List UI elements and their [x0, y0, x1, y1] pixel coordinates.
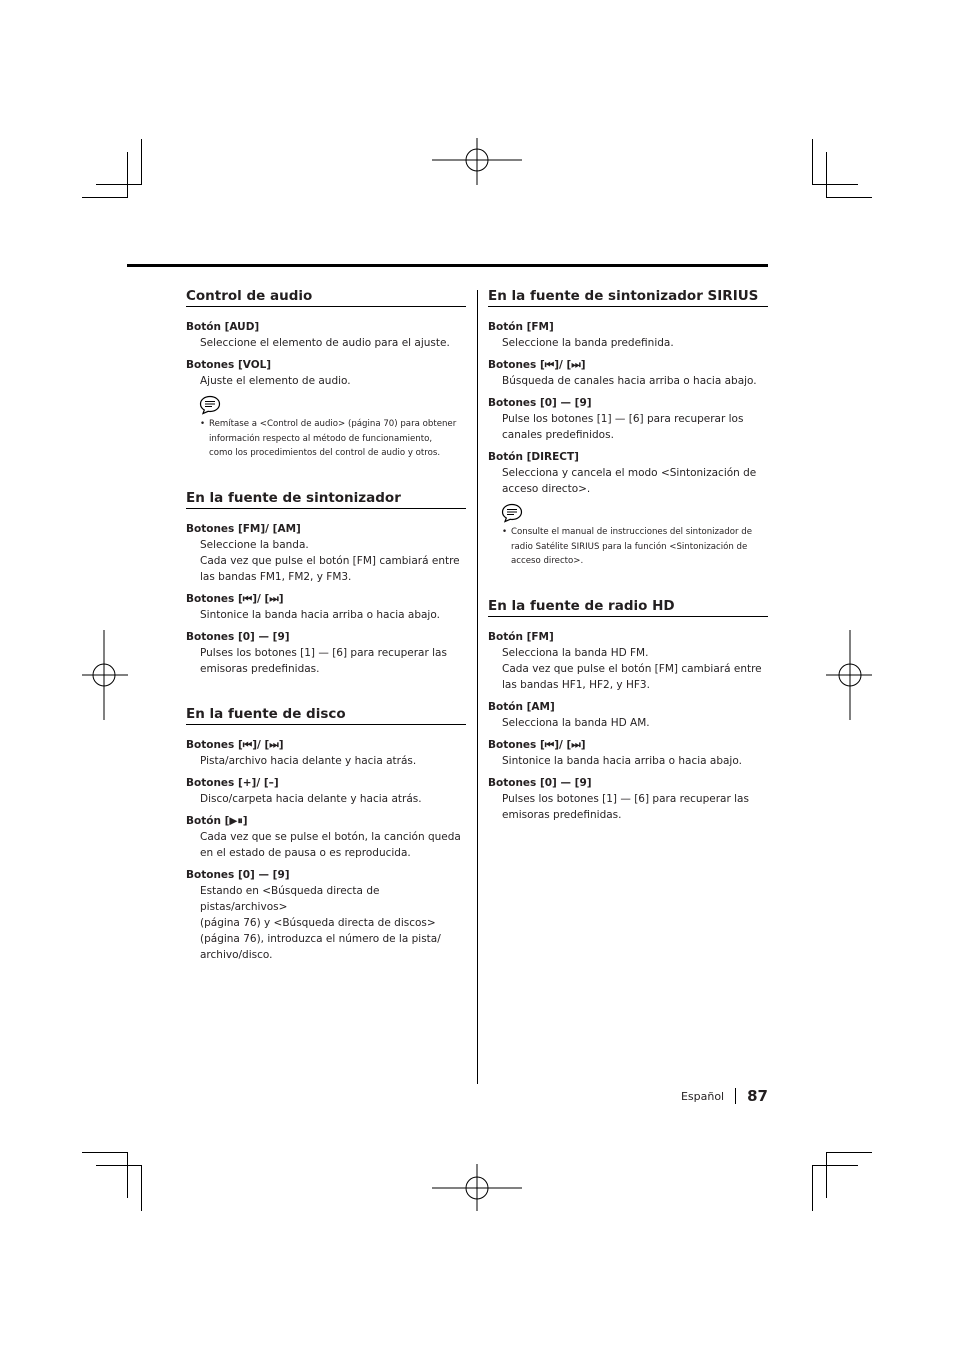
item-botones-vol — [186, 357, 466, 389]
text-line: Cada vez que se pulse el botón, la canción queda — [200, 830, 461, 843]
text-line: canales predefinidos. — [502, 429, 614, 441]
section-title: En la fuente de disco — [186, 705, 466, 725]
section-title: Control de audio — [186, 287, 466, 307]
footer-separator — [735, 1088, 736, 1104]
item-boton-am — [488, 699, 768, 731]
text-line: emisoras predefinidas. — [502, 808, 622, 821]
item-label: Botones [0] — [9] — [186, 868, 290, 881]
text-line: radio Satélite SIRIUS para la función <Sintonización de — [511, 541, 748, 552]
text-line: acceso directo>. — [511, 556, 584, 566]
text-line: (página 76) y <Búsqueda directa de discos> — [200, 916, 436, 929]
item-botones-skip — [488, 737, 768, 769]
item-text — [488, 791, 768, 823]
item-text — [186, 791, 466, 807]
item-botones-plus-minus — [186, 775, 466, 807]
item-text — [186, 829, 466, 861]
text-line: Selecciona la banda HD FM. — [502, 646, 649, 659]
item-text — [488, 335, 768, 351]
section-fuente-sirius — [488, 287, 768, 569]
section-title: En la fuente de radio HD — [488, 597, 768, 617]
item-text — [186, 883, 466, 963]
item-text — [186, 753, 466, 769]
item-botones-0-9 — [186, 629, 466, 677]
section-fuente-sintonizador — [186, 489, 466, 677]
text-line: Seleccione el elemento de audio para el ajuste. — [200, 337, 450, 349]
text-line: Pulse los botones [1] — [6] para recuperar los — [502, 413, 744, 425]
text-line: las bandas FM1, FM2, y FM3. — [200, 570, 352, 583]
text-line: en el estado de pausa o es reproducida. — [200, 846, 411, 859]
item-text — [186, 373, 466, 389]
item-label: Botones [FM]/ [AM] — [186, 522, 301, 535]
section-title: En la fuente de sintonizador — [186, 489, 466, 509]
text-line: Remítase a <Control de audio> (página 70) para obtener — [209, 419, 457, 429]
item-text — [488, 715, 768, 731]
item-botones-fm-am — [186, 521, 466, 585]
item-label: Botones [⏮]/ [⏭] — [186, 592, 284, 605]
text-line: (página 76), introduzca el número de la pista/ — [200, 932, 441, 945]
text-line: las bandas HF1, HF2, y HF3. — [502, 678, 650, 691]
text-line: Seleccione la banda. — [200, 538, 309, 551]
bullet: • — [502, 527, 508, 537]
item-label: Botones [0] — [9] — [186, 630, 290, 643]
item-boton-direct — [488, 449, 768, 497]
text-line: como los procedimientos del control de audio y otros. — [209, 448, 441, 458]
text-line: Cada vez que pulse el botón [FM] cambiará entre — [502, 662, 762, 675]
text-line: información respecto al método de funcionamiento, — [209, 433, 433, 444]
item-text — [186, 537, 466, 585]
text-line: Sintonice la banda hacia arriba o hacia abajo. — [200, 608, 440, 621]
item-botones-skip — [488, 357, 768, 389]
bullet: • — [200, 419, 206, 429]
note-icon — [501, 503, 523, 523]
note-text — [488, 525, 768, 569]
item-label: Botón [FM] — [488, 321, 554, 333]
item-botones-0-9 — [488, 395, 768, 443]
item-text — [488, 411, 768, 443]
item-label: Botones [⏮]/ [⏭] — [488, 359, 586, 371]
item-label: Botón [AM] — [488, 700, 555, 713]
text-line: Selecciona la banda HD AM. — [502, 716, 650, 729]
text-line: Pulses los botones [1] — [6] para recuperar las — [502, 792, 749, 805]
item-label: Botón [FM] — [488, 630, 554, 643]
text-line: Disco/carpeta hacia delante y hacia atrás. — [200, 792, 422, 805]
section-control-de-audio — [186, 287, 466, 461]
item-botones-skip — [186, 737, 466, 769]
item-label: Botones [VOL] — [186, 359, 272, 371]
item-label: Botones [0] — [9] — [488, 776, 592, 789]
item-text — [186, 607, 466, 623]
page-footer — [681, 1087, 768, 1105]
note-text — [186, 417, 466, 461]
section-fuente-disco — [186, 705, 466, 963]
text-line: Búsqueda de canales hacia arriba o hacia abajo. — [502, 375, 757, 387]
header-rule — [127, 264, 768, 267]
text-line: archivo/disco. — [200, 948, 273, 961]
column-divider — [477, 290, 478, 1084]
item-boton-fm — [488, 319, 768, 351]
item-boton-aud — [186, 319, 466, 351]
text-line: Consulte el manual de instrucciones del sintonizador de — [511, 527, 753, 537]
text-line: Selecciona y cancela el modo <Sintonización de — [502, 467, 757, 479]
item-boton-play-pause — [186, 813, 466, 861]
item-text — [186, 335, 466, 351]
text-line: Pulses los botones [1] — [6] para recuperar las — [200, 646, 447, 659]
text-line: emisoras predefinidas. — [200, 662, 320, 675]
item-text — [488, 753, 768, 769]
item-botones-0-9 — [186, 867, 466, 963]
footer-language: Español — [680, 1089, 725, 1103]
item-text — [488, 645, 768, 693]
text-line: Pista/archivo hacia delante y hacia atrás. — [200, 754, 417, 767]
item-label: Botones [⏮]/ [⏭] — [186, 738, 284, 751]
item-text — [488, 373, 768, 389]
text-line: Seleccione la banda predefinida. — [502, 337, 674, 349]
right-column — [488, 287, 768, 851]
text-line: Sintonice la banda hacia arriba o hacia abajo. — [502, 754, 742, 767]
item-botones-skip — [186, 591, 466, 623]
section-fuente-radio-hd — [488, 597, 768, 823]
item-label: Botones [⏮]/ [⏭] — [488, 738, 586, 751]
item-label: Botón [▶⏸] — [186, 814, 248, 827]
item-label: Botones [0] — [9] — [488, 397, 592, 409]
text-line: Ajuste el elemento de audio. — [200, 375, 351, 387]
item-botones-0-9 — [488, 775, 768, 823]
item-label: Botón [DIRECT] — [488, 451, 579, 463]
item-text — [488, 465, 768, 497]
left-column — [186, 287, 466, 991]
item-text — [186, 645, 466, 677]
item-boton-fm — [488, 629, 768, 693]
text-line: Estando en <Búsqueda directa de pistas/archivos> — [200, 884, 380, 913]
item-label: Botones [+]/ [–] — [186, 776, 279, 789]
item-label: Botón [AUD] — [186, 321, 260, 333]
note-icon — [199, 395, 221, 415]
text-line: Cada vez que pulse el botón [FM] cambiará entre — [200, 554, 460, 567]
section-title: En la fuente de sintonizador SIRIUS — [488, 287, 768, 307]
page-number: 87 — [747, 1087, 768, 1105]
text-line: acceso directo>. — [502, 483, 591, 495]
